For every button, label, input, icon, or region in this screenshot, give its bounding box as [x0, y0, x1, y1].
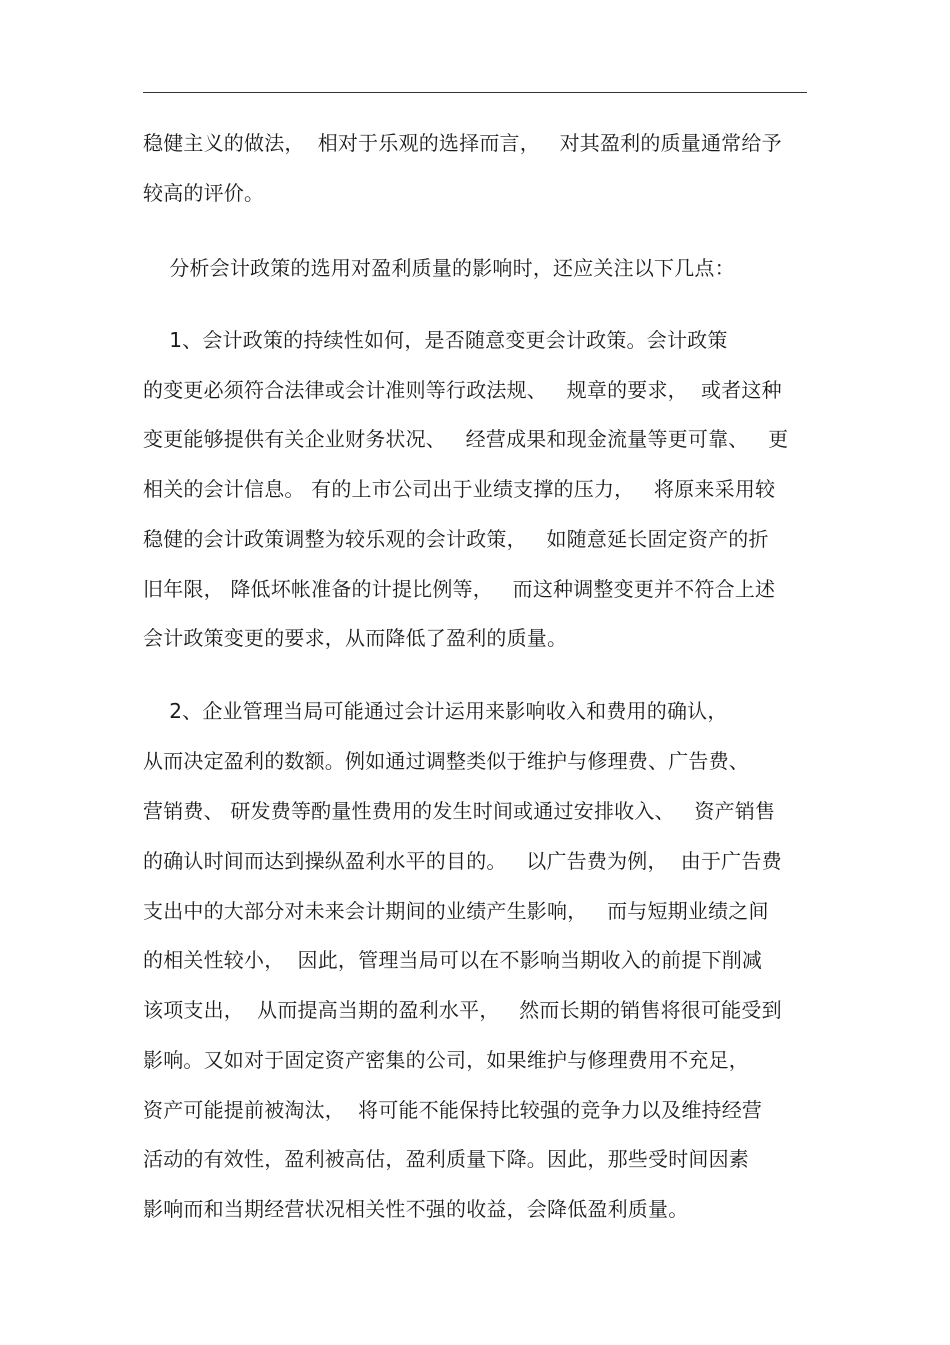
paragraph-line: 相关的会计信息。 有的上市公司出于业绩支撑的压力， 将原来采用较 — [143, 477, 776, 501]
paragraph-line: 较高的评价。 — [143, 181, 265, 205]
header-rule — [143, 92, 807, 93]
paragraph-line: 的相关性较小， 因此，管理当局可以在不影响当期收入的前提下削减 — [143, 948, 763, 972]
paragraph-line: 支出中的大部分对未来会计期间的业绩产生影响， 而与短期业绩之间 — [143, 899, 769, 923]
paragraph-line: 从而决定盈利的数额。例如通过调整类似于维护与修理费、广告费、 — [143, 749, 749, 773]
paragraph-line: 活动的有效性，盈利被高估，盈利质量下降。因此，那些受时间因素 — [143, 1147, 749, 1171]
paragraph-line: 的确认时间而达到操纵盈利水平的目的。 以广告费为例， 由于广告费 — [143, 849, 782, 873]
paragraph-line: 影响。又如对于固定资产密集的公司，如果维护与修理费用不充足， — [143, 1048, 749, 1072]
paragraph-line: 的变更必须符合法律或会计准则等行政法规、 规章的要求， 或者这种 — [143, 378, 782, 402]
paragraph-line: 营销费、 研发费等酌量性费用的发生时间或通过安排收入、 资产销售 — [143, 799, 776, 823]
paragraph-line: 稳健的会计政策调整为较乐观的会计政策， 如随意延长固定资产的折 — [143, 527, 769, 551]
paragraph-line: 该项支出， 从而提高当期的盈利水平， 然而长期的销售将很可能受到 — [143, 998, 782, 1022]
paragraph-line: 会计政策变更的要求，从而降低了盈利的质量。 — [143, 626, 568, 650]
paragraph-line: 2、企业管理当局可能通过会计运用来影响收入和费用的确认， — [143, 699, 728, 723]
paragraph-line: 1、会计政策的持续性如何，是否随意变更会计政策。会计政策 — [143, 328, 728, 352]
paragraph-line: 旧年限， 降低坏帐准备的计提比例等， 而这种调整变更并不符合上述 — [143, 577, 776, 601]
paragraph-line: 影响而和当期经营状况相关性不强的收益，会降低盈利质量。 — [143, 1197, 689, 1221]
paragraph-line: 分析会计政策的选用对盈利质量的影响时，还应关注以下几点： — [143, 256, 735, 280]
paragraph-line: 稳健主义的做法， 相对于乐观的选择而言， 对其盈利的质量通常给予 — [143, 131, 782, 155]
paragraph-line: 变更能够提供有关企业财务状况、 经营成果和现金流量等更可靠、 更 — [143, 427, 789, 451]
paragraph-line: 资产可能提前被淘汰， 将可能不能保持比较强的竞争力以及维持经营 — [143, 1098, 763, 1122]
